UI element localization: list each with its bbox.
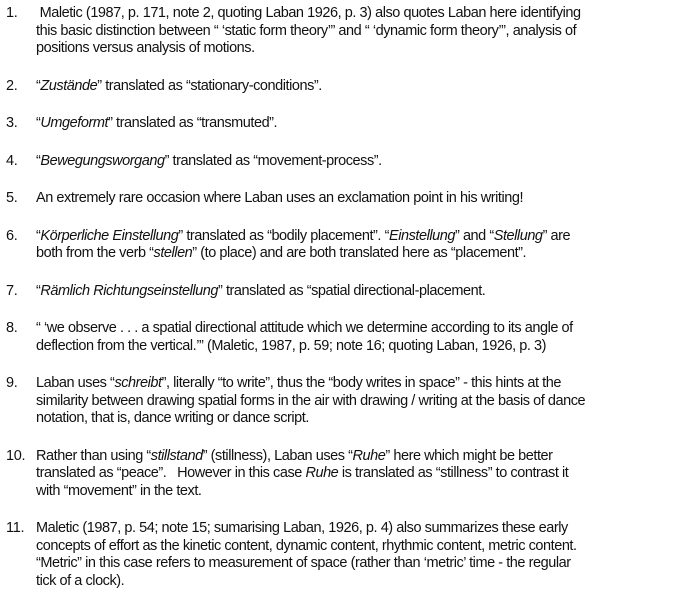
text-segment: Laban uses “ xyxy=(36,375,115,391)
text-line xyxy=(36,465,695,483)
text-segment: ”, literally “to write”, thus the “body writes in space” - this hints at the xyxy=(161,375,561,391)
text-segment: Maletic (1987, p. 171, note 2, quoting Laban 1926, p. 3) also quotes Laban here identifying xyxy=(36,5,581,21)
endnote-item xyxy=(0,375,695,428)
text-line xyxy=(36,538,695,556)
italic-term: Bewegungsworgang xyxy=(40,152,165,169)
endnote-number: 1. xyxy=(6,5,18,21)
text-segment: “Metric” in this case refers to measurement of space (rather than ‘metric’ time - the regular xyxy=(36,555,571,571)
italic-term: Umgeformt xyxy=(40,115,109,131)
endnote-text xyxy=(36,153,695,171)
endnote-number: 10. xyxy=(6,447,26,464)
endnote-text xyxy=(36,448,695,501)
italic-term: Zustände xyxy=(40,77,98,94)
endnote-text xyxy=(36,520,695,590)
text-segment: translated as “peace”. However in this case xyxy=(36,465,306,481)
endnote-text xyxy=(36,228,695,263)
italic-term: Körperliche Einstellung xyxy=(40,227,179,244)
endnote-item xyxy=(0,190,695,208)
italic-term: Rämlich Richtungseinstellung xyxy=(40,282,218,299)
endnote-number: 11. xyxy=(6,520,25,536)
endnote-number: 6. xyxy=(6,227,18,244)
endnote-text xyxy=(36,115,695,133)
text-segment: is translated as “stillness” to contrast it xyxy=(338,465,569,481)
text-segment: “ ‘we observe . . . a spatial directional attitude which we determine according to its angle of xyxy=(36,320,573,336)
endnote-text xyxy=(36,190,695,208)
italic-term: Stellung xyxy=(493,227,543,244)
text-line xyxy=(36,228,695,246)
endnote-number: 4. xyxy=(6,152,18,169)
text-line xyxy=(36,115,695,133)
endnote-item xyxy=(0,115,695,133)
endnote-text xyxy=(36,283,695,301)
endnote-item xyxy=(0,78,695,96)
text-line xyxy=(36,393,695,411)
italic-term: stellen xyxy=(153,245,193,261)
italic-term: Ruhe xyxy=(352,447,386,464)
text-line xyxy=(36,153,695,171)
text-line xyxy=(36,375,695,393)
endnote-item xyxy=(0,448,695,501)
text-segment: ” translated as “bodily placement”. “ xyxy=(178,227,389,244)
text-line xyxy=(36,23,695,41)
text-segment: ” translated as “transmuted”. xyxy=(108,115,278,131)
text-segment: tick of a clock). xyxy=(36,572,125,589)
text-line xyxy=(36,245,695,263)
text-segment: notation, that is, dance writing or dance script. xyxy=(36,410,309,426)
text-segment: ” (to place) and are both translated here as “placement”. xyxy=(192,245,527,261)
text-line xyxy=(36,338,695,356)
text-line xyxy=(36,448,695,466)
text-line xyxy=(36,283,695,301)
text-segment: “ xyxy=(36,227,41,244)
text-line xyxy=(36,40,695,58)
endnote-text xyxy=(36,320,695,355)
text-segment: “ xyxy=(36,152,41,169)
text-line xyxy=(36,5,695,23)
endnote-number: 7. xyxy=(6,282,18,299)
text-segment: positions versus analysis of motions. xyxy=(36,40,255,56)
text-segment: ” translated as “stationary-conditions”. xyxy=(97,77,322,94)
text-line xyxy=(36,190,695,208)
text-segment: ” and “ xyxy=(454,227,494,244)
text-segment: An extremely rare occasion where Laban uses an exclamation point in his writing! xyxy=(36,190,524,206)
endnote-number: 2. xyxy=(6,77,18,94)
text-segment: “ xyxy=(36,282,41,299)
endnote-number: 5. xyxy=(6,190,18,206)
endnote-text xyxy=(36,375,695,428)
text-segment: with “movement” in the text. xyxy=(36,482,202,499)
text-segment: both from the verb “ xyxy=(36,245,154,261)
text-line xyxy=(36,573,695,591)
text-segment: this basic distinction between “ ‘static form theory’” and “ ‘dynamic form theory’”, analysis of xyxy=(36,22,577,39)
text-line xyxy=(36,78,695,96)
text-segment: ” translated as “spatial directional-placement. xyxy=(218,282,486,299)
text-segment: ” here which might be better xyxy=(385,447,553,464)
text-segment: “ xyxy=(36,77,41,94)
text-segment: ” (stillness), Laban uses “ xyxy=(202,447,353,464)
endnote-number: 3. xyxy=(6,115,18,131)
italic-term: stillstand xyxy=(150,447,203,464)
text-segment: Rather than using “ xyxy=(36,447,151,464)
text-segment: ” are xyxy=(542,227,571,244)
endnote-text xyxy=(36,5,695,58)
text-segment: similarity between drawing spatial forms in the air with drawing / writing at the basis of dance xyxy=(36,392,586,409)
italic-term: Einstellung xyxy=(388,227,455,244)
endnote-item xyxy=(0,283,695,301)
endnote-text xyxy=(36,78,695,96)
text-segment: deflection from the vertical.’” (Maletic, 1987, p. 59; note 16; quoting Laban, 1926, p. 3) xyxy=(36,337,547,354)
italic-term: schreibt xyxy=(114,375,162,391)
endnotes-list xyxy=(0,5,695,610)
text-line xyxy=(36,320,695,338)
text-line xyxy=(36,410,695,428)
endnote-item xyxy=(0,320,695,355)
endnote-item xyxy=(0,153,695,171)
endnote-item xyxy=(0,228,695,263)
endnote-item xyxy=(0,5,695,58)
endnote-number: 8. xyxy=(6,320,18,336)
text-line xyxy=(36,520,695,538)
text-line xyxy=(36,483,695,501)
text-segment: Maletic (1987, p. 54; note 15; sumarising Laban, 1926, p. 4) also summarizes these early xyxy=(36,520,568,536)
text-line xyxy=(36,555,695,573)
text-segment: ” translated as “movement-process”. xyxy=(164,152,382,169)
italic-term: Ruhe xyxy=(305,465,339,481)
text-segment: concepts of effort as the kinetic content, dynamic content, rhythmic content, metric content. xyxy=(36,537,577,554)
endnote-item xyxy=(0,520,695,590)
endnote-number: 9. xyxy=(6,375,18,391)
text-segment: “ xyxy=(36,115,41,131)
